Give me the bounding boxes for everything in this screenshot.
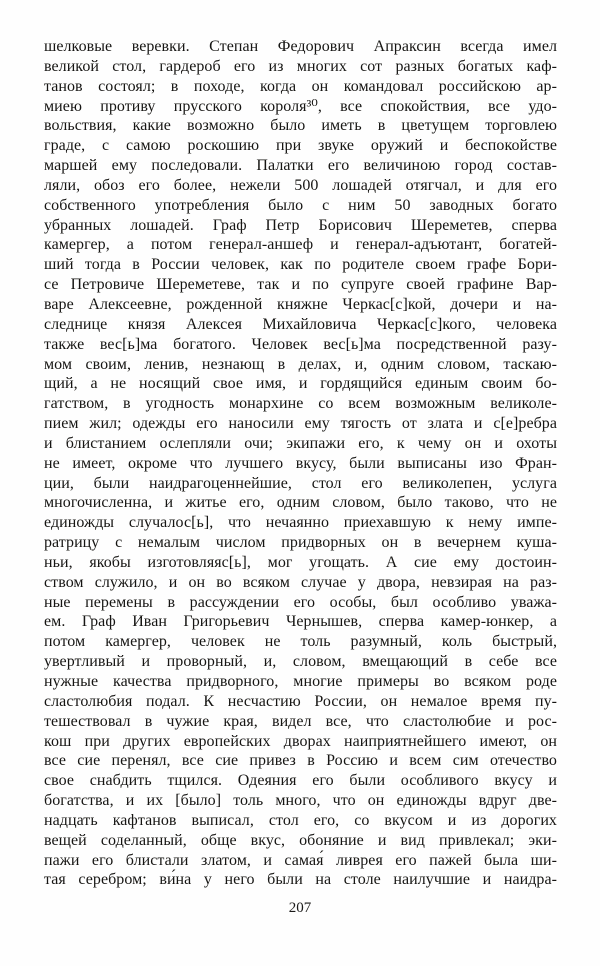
page-number: 207 <box>288 900 312 916</box>
text-line: единожды случалос[ь], что нечаянно приехавшую к нему импе- <box>44 514 557 532</box>
text-line: ший тогда в России человек, как по родителе своем графе Бори- <box>44 256 557 274</box>
text-line: увертливый и проворный, и, словом, вмещающий в себе все <box>44 653 557 671</box>
text-line: ньи, якобы изготовляяс[ь], мог угощать. А сие ему достоин- <box>44 553 557 571</box>
text-line: ратрицу с немалым числом придворных он в вечернем куша- <box>44 534 557 552</box>
text-line: также вес[ь]ма богатого. Человек вес[ь]ма посредственной разу- <box>44 335 557 353</box>
text-line: следнице князя Алексея Михайловича Черкас[с]кого, человека <box>44 315 557 333</box>
text-line: сластолюбия подал. К несчастию России, он немалое время пу- <box>44 692 557 710</box>
text-line: и блистанием ослепляли очи; экипажи его, к чему он и охоты <box>44 434 557 452</box>
text-line: нужные качества придворного, многие примеры во всяком роде <box>44 673 557 690</box>
text-line: великой стол, гардероб его из многих сот разных богатых каф- <box>44 57 557 75</box>
text-line: ляли, обоз его более, нежели 500 лошадей отягчал, и для его <box>44 176 557 194</box>
text-line: миею противу прусского короля³⁰, все спокойствия, все удо- <box>44 97 557 115</box>
body-text <box>44 37 557 890</box>
text-line: ем. Граф Иван Григорьевич Чернышев, сперва камер-юнкер, а <box>44 613 557 631</box>
text-line: убранных лошадей. Граф Петр Борисович Шереметев, сперва <box>44 216 557 234</box>
text-line: ством служило, и он во всяком случае у двора, невзирая на раз- <box>44 573 557 591</box>
text-line: пажи его блистали златом, и самая́ ливрея его пажей была ши- <box>44 851 557 869</box>
text-line: многочисленна, и житье его, одним словом, было таково, что не <box>44 494 557 512</box>
text-line: пием жил; одежды его наносили ему тягость от злата и с[е]ребра <box>44 415 557 433</box>
text-line: граде, с самою роскошию при звуке оружий и беспокойстве <box>44 137 557 155</box>
text-line: щий, а не носящий свое имя, и гордящийся единым своим бо- <box>44 375 557 393</box>
text-line: мом своим, ленив, незнающ в делах, и, одним словом, таскаю- <box>44 355 557 373</box>
text-line: камергер, а потом генерал-аншеф и генерал-адъютант, богатей- <box>44 236 557 254</box>
text-line: тешествовал в чужие края, видел все, что сластолюбие и рос- <box>44 712 557 730</box>
text-line: свое снабдить тщился. Одеяния его были особливого вкусу и <box>44 772 557 790</box>
text-line: богатства, и их [было] толь много, что он единожды вдруг две- <box>44 792 557 810</box>
text-line: шелковые веревки. Степан Федорович Апраксин всегда имел <box>44 38 557 55</box>
text-line: ные перемены в рассуждении его особы, был особливо уважа- <box>44 593 557 611</box>
text-line: надцать кафтанов выписал, стол его, со вкусом и из дорогих <box>44 811 557 829</box>
text-line: вещей соделанный, обще вкус, обоняние и вид привлекал; эки- <box>44 831 557 849</box>
text-line: се Петровиче Шереметеве, так и по супруге своей графине Вар- <box>44 276 557 294</box>
text-line: маршей ему последовали. Палатки его величиною город состав- <box>44 157 557 175</box>
text-line: потом камергер, человек не толь разумный, коль быстрый, <box>44 633 557 651</box>
text-line: ции, были наидрагоценнейшие, стол его великолепен, услуга <box>44 474 557 492</box>
text-line: не имеет, окроме что лучшего вкусу, были выписаны изо Фран- <box>44 454 557 472</box>
text-line: кош при других европейских дворах наиприятнейшего имеют, он <box>44 732 557 750</box>
text-line: варе Алексеевне, рожденной княжне Черкас[с]кой, дочери и на- <box>44 295 557 313</box>
text-line: собственного употребления было с ним 50 заводных богато <box>44 196 557 214</box>
text-line: все сие перенял, все сие привез в Россию и всем сим отечество <box>44 752 557 770</box>
text-line: гатством, в угодность монархине со всем возможным великоле- <box>44 395 557 413</box>
text-line: вольствия, какие возможно было иметь в цветущем торговлею <box>44 117 557 135</box>
text-line: танов состоял; в походе, когда он командовал российскою ар- <box>44 77 557 95</box>
text-line: тая серебром; ви́на у него были на столе наилучшие и наидра- <box>44 871 557 889</box>
